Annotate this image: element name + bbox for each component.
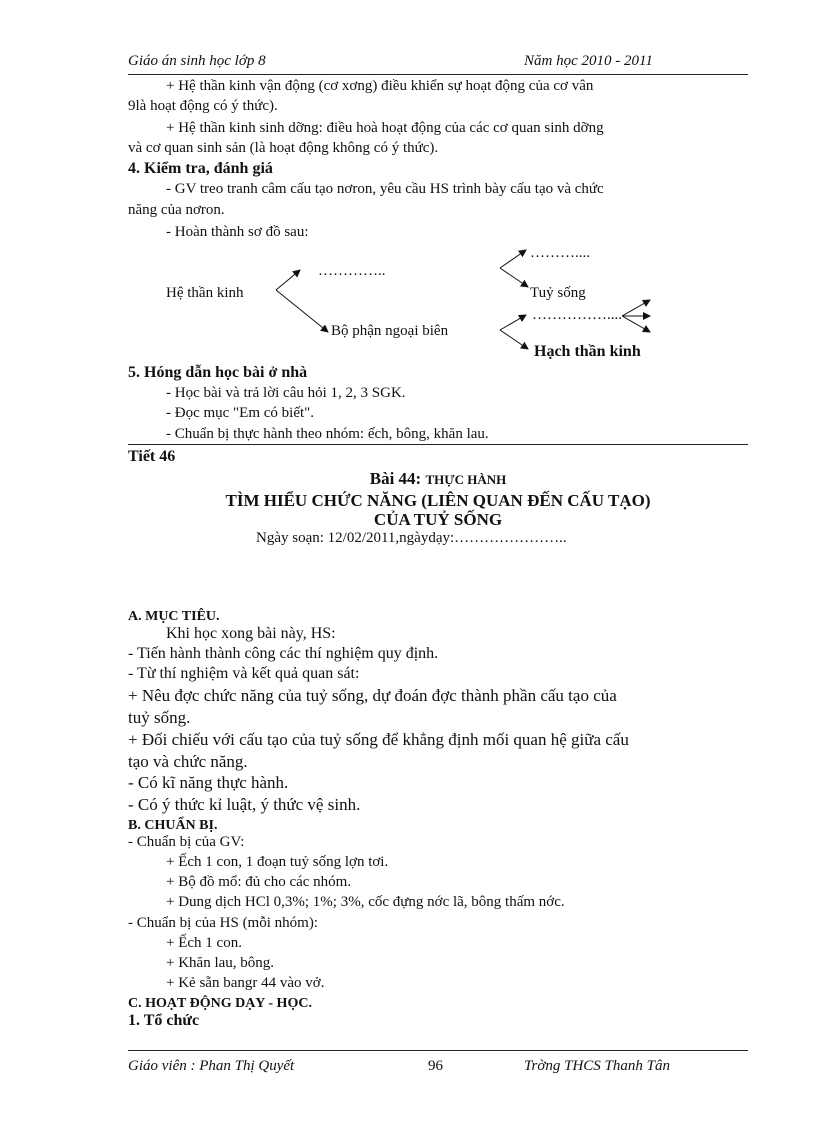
arrow [500, 250, 526, 268]
text-line: tuỷ sống. [128, 708, 191, 727]
section-heading: B. CHUẨN BỊ. [128, 818, 218, 833]
arrow [622, 300, 650, 316]
text-line: + Ếch 1 con. [166, 935, 242, 951]
section-heading: 4. Kiểm tra, đánh giá [128, 160, 273, 177]
section-heading: 5. Hóng dẫn học bài ở nhà [128, 364, 308, 381]
footer-teacher: Giáo viên : Phan Thị Quyết [128, 1058, 295, 1074]
footer-rule [128, 1050, 748, 1051]
text-line: + Khăn lau, bông. [166, 955, 275, 971]
diagram-root-node: Hệ thần kinh [166, 285, 244, 301]
text-line: + Dung dịch HCl 0,3%; 1%; 3%, cốc đựng nớc lã, bông thấm nớc. [166, 894, 565, 910]
text-line: - Học bài và trả lời câu hỏi 1, 2, 3 SGK. [166, 385, 406, 401]
text-line: Khi học xong bài này, HS: [166, 625, 336, 642]
page-number: 96 [428, 1058, 443, 1074]
text-line: 9là hoạt động có ý thức). [128, 98, 278, 114]
text-line: - Từ thí nghiệm và kết quả quan sát: [128, 665, 360, 682]
diagram-blank-node: …………….... [532, 307, 622, 323]
arrow [276, 290, 328, 332]
text-line: + Hệ thần kinh sinh dỡng: điều hoà hoạt động của các cơ quan sinh dỡng [166, 120, 604, 136]
section-heading: C. HOẠT ĐỘNG DẠY - HỌC. [128, 996, 312, 1011]
arrow [500, 330, 528, 349]
text-line: - Có kĩ năng thực hành. [128, 773, 289, 792]
text-line: + Nêu đợc chức năng của tuỷ sống, dự đoán đợc thành phần cấu tạo của [128, 686, 617, 705]
text-line: - Chuẩn bị thực hành theo nhóm: ếch, bông, khăn lau. [166, 426, 489, 442]
lesson-number-label: Bài 44: [369, 469, 426, 488]
lesson-type: THỰC HÀNH [425, 472, 507, 487]
text-line: tạo và chức năng. [128, 752, 248, 771]
text-line: - Có ý thức kỉ luật, ý thức vệ sinh. [128, 795, 361, 814]
text-line: - GV treo tranh câm cấu tạo nơron, yêu cầu HS trình bày cấu tạo và chức [166, 181, 604, 197]
arrow [500, 315, 526, 330]
lesson-number [128, 469, 748, 489]
text-line: + Ếch 1 con, 1 đoạn tuỷ sống lợn tơi. [166, 854, 389, 870]
lesson-date: Ngày soạn: 12/02/2011,ngàydạy:………………….. [256, 530, 567, 546]
diagram-peripheral-node: Bộ phận ngoại biên [331, 323, 449, 339]
text-line: và cơ quan sinh sản (là hoạt động không có ý thức). [128, 140, 439, 156]
text-line: - Tiến hành thành công các thí nghiệm quy định. [128, 645, 439, 662]
text-line: + Đối chiếu với cấu tạo của tuỷ sống để khẳng định mối quan hệ giữa cấu [128, 730, 629, 749]
diagram-ganglia-node: Hạch thần kinh [534, 343, 641, 360]
lesson-title: CỦA TUỶ SỐNG [373, 510, 503, 529]
arrow [622, 316, 650, 332]
text-line: - Chuẩn bị của GV: [128, 834, 245, 850]
text-line: + Hệ thần kinh vận động (cơ xơng) điều khiển sự hoạt động của cơ vân [166, 78, 594, 94]
diagram-spinal-cord-node: Tuỷ sống [530, 285, 586, 301]
header-right: Năm học 2010 - 2011 [524, 53, 653, 69]
text-line: - Hoàn thành sơ đồ sau: [166, 224, 309, 240]
text-line: + Kẻ sẵn bangr 44 vào vở. [166, 975, 325, 991]
diagram-blank-node: ………….. [318, 263, 386, 279]
text-line: - Đọc mục "Em có biết". [166, 405, 315, 421]
diagram-blank-node: ……….... [530, 245, 590, 261]
footer-school: Trờng THCS Thanh Tân [524, 1058, 670, 1074]
arrow [276, 270, 300, 290]
subsection-heading: 1. Tổ chức [128, 1012, 200, 1029]
arrow [500, 268, 528, 287]
header-left: Giáo án sinh học lớp 8 [128, 53, 266, 69]
section-heading: A. MỤC TIÊU. [128, 609, 220, 624]
text-line: + Bộ đồ mổ: đủ cho các nhóm. [166, 874, 352, 890]
lesson-title: TÌM HIỂU CHỨC NĂNG (LIÊN QUAN ĐẾN CẤU TẠO) [225, 491, 651, 510]
text-line: năng của nơron. [128, 202, 225, 218]
lesson-period: Tiết 46 [128, 448, 176, 465]
section-divider [128, 444, 748, 445]
text-line: - Chuẩn bị của HS (mỗi nhóm): [128, 915, 318, 931]
